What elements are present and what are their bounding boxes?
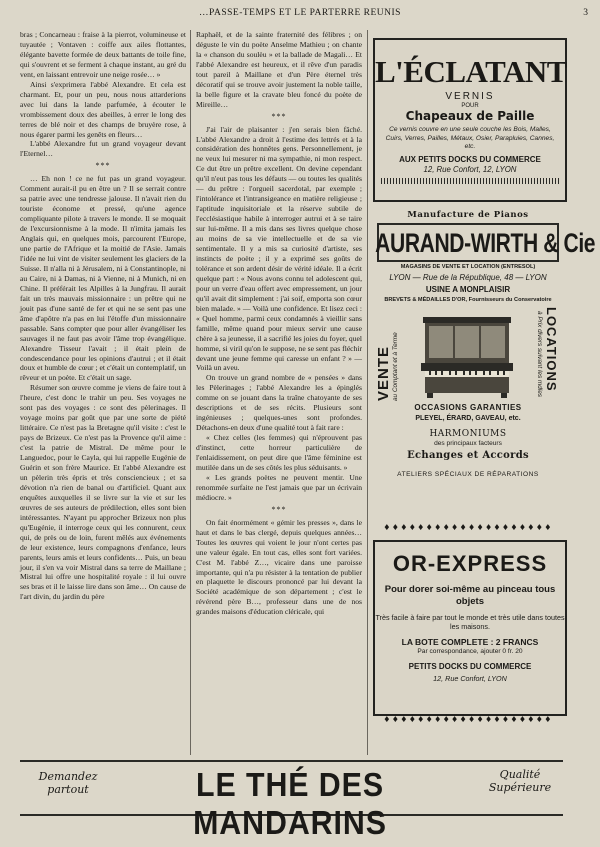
paragraph: bras ; Concarneau : fraise à la pierrot, volumineuse et tuyautée ; Vontaven : coiffe aux ailes flottantes, élégante bavette formée de deux battants de toile fine, qui s'ouvrent et se ferment à chaque instant, au gré du vent, en laissant entrevoir une neige rosée… » [20,30,186,79]
article-column-1 [20,30,186,602]
paragraph: « Les grands poètes ne peuvent mentir. Une renommée surfaite ne l'est jamais que par un écrivain médiocre. » [196,472,362,502]
vente-block [375,309,409,399]
page-number: 3 [583,8,588,18]
section-stars: *** [95,161,111,171]
paragraph: « Chez celles (les femmes) qui n'éprouvent pas d'instinct, cette horreur particulière de l'enlaidissement, on peut dire que l'âme féminine est mutilée dans un de ses côtés les plus séduisants. » [196,433,362,472]
ad-description: Ce vernis couvre en une seule couche les Bois, Malles, Cuirs, Verres, Pailles, Métaux, Osier, Parapluies, Cannes, etc. [385,126,555,150]
article-column-2 [196,30,362,617]
column-divider [367,30,368,755]
ad-brand-box [375,223,596,262]
ad-product: Chapeaux de Paille [405,109,535,123]
ad-occasions: OCCASIONS GARANTIES [414,403,522,412]
paragraph: … Eh non ! ce ne fut pas un grand voyageur. Comment aurait-il pu en être un ? Il se serrait contre sa patrie avec une tendresse jalouse. Il n'avait rien du touriste économe et pressé, qu'une agence compliquante pilote à travers le monde. Il se moquait de l'excursionnisme à la mode. Il n'imita jamais les Anglais qui, en quelques mois, parcourent l'Europe, une partie de l'Afrique et la moitié de l'Asie. Jamais l'idée ne lui vint de visiter seulement les glaciers de la Suisse. Il n'alla ni à Jérusalem, ni à Constantinople, ni au Caire, ni à Damas, ni à Vienne, ni à Munich, ni en Chine. Il préférait les Alpilles à la Jungfrau. Il aurait fait un très mauvais missionnaire : un prêtre qui ne jouit pas d'une santé de fer et qui ne se sent pas une âme d'apôtre n'a pas en lui l'étoffe d'un missionnaire passable. Sans compter que pour aller évangéliser les sauvages il ne faut pas avoir l'âme trop évangélique. Alexandre Tisseur l'avait ; il était plein de condescendance pour les opinions d'autrui ; et il était doux et humble de cœur ; et c'était un contemplatif, un rêveur et un poète. Et c'était un sage. [20,174,186,383]
ad-store: AUX PETITS DOCKS DU COMMERCE [399,154,541,164]
ad-ornament-stripe [381,178,559,184]
footer-ad [20,760,563,841]
ad-postage: Par correspondance, ajouter 0 fr. 20 [417,648,523,655]
ad-brand: L'ÉCLATANT [375,54,567,89]
ad-title: OR-EXPRESS [392,551,548,576]
column-divider [190,30,191,755]
section-stars: *** [271,504,287,514]
ornament-row: ♦♦♦♦♦♦♦♦♦♦♦♦♦♦♦♦♦♦♦♦ [383,715,553,724]
paragraph: Ainsi s'exprimera l'abbé Alexandre. Et cela est charmant. Et, pour un peu, nous nous attarderions avec lui dans la lande parfumée, à écouter le vrombissement doux des abeilles, à errer le long des terres de blé noir et des champs de bruyère rose, à nous égarer parmi les genêts en fleurs… [20,79,186,139]
locations-block [525,309,561,399]
ad-ateliers: ATELIERS SPÉCIAUX DE RÉPARATIONS [397,471,539,478]
footer-main: LE THÉ DES MANDARINS [193,766,387,841]
paragraph: L'abbé Alexandre fut un grand voyageur devant l'Eternel… [20,139,186,159]
ad-pour: POUR [461,103,479,109]
ad-usine: USINE A MONPLAISIR [425,285,511,294]
locations-label: LOCATIONS [544,307,559,392]
paragraph: On trouve un grand nombre de « pensées » dans les Pèlerinages ; l'abbé Alexandre les a épinglés comme on se jouant dans la traîne chatoyante de ses descriptions et de ses récits. Plusieurs sont ingénieuses ; quelques-unes sont profondes. Détachons-en deux d'une qualité tout à fait rare : [196,373,362,433]
paragraph: J'ai l'air de plaisanter : j'en serais bien fâché. L'abbé Alexandre a droit à l'estime des lettrés et à la considération des honnêtes gens. Personnellement, je ne veux lui mesurer ni ma sympathie, ni mon respect. Ce dut être un prêtre excellent. On devine cependant qu'il n'eut pas tous les défauts — ou toutes les qualités — du prêtre : l'orgueil sacerdotal, par exemple ; l'intolérance et l'intransigeance en matière religieuse ; l'aptitude inquisitoriale et la réserve subtile de l'ecclésiastique habile à interroger autrui et à se taire sur lui-même. Il a mis dans ses livres quelque chose au moins de sa vie intellectuelle et de sa vie sentimentale. Il y a mis sa curiosité d'artiste, ses instincts de poète ; il y a exprimé ses goûts de tolérance et son ardent désir de vérité idéale. Il a écrit quelque part : « Nous avons connu tel adolescent qui, pour un verre d'eau offert avec empressement, un jour qu'il avait dit simplement : j'ai soif, emporta son cœur bien malade. » — Voilà une confidence. Et lisez ceci : « Quel homme, parmi ceux condamnés à vieillir sans famille, même quand pour mieux servir une cause chère à sa jeunesse, il a sacrifié les joies du foyer, quel homme, si viril qu'on le suppose, ne se sent pas fléchir devant une jeune femme qui caresse un enfant ? » — Voilà un aveu. [196,124,362,373]
paragraph: On fait énormément « gémir les presses », dans le haut et dans le bas clergé, depuis quelques années… Toutes les œuvres qui voient le jour n'ont certes pas une valeur égale. En tout cas, elles sont fort variées. C'est M. l'abbé Z…, vicaire dans une paroisse importante, qui n'a pu résister à la tentation de publier en plaquette le discours prononcé par lui devant la Société académique de son département ; c'est le révérend père B…, professeur dans une de nos grandes maisons d'éducation cléricale, qui [196,517,362,617]
vente-sub: au Comptant et à Terme [392,332,399,401]
ad-address: 12, Rue Confort, LYON [433,674,507,683]
locations-sub: à Prix divers suivant les mdles [536,311,543,397]
piano-illustration [417,311,517,399]
ad-eclatant [373,38,567,202]
ornament-row: ♦♦♦♦♦♦♦♦♦♦♦♦♦♦♦♦♦♦♦♦ [383,523,553,532]
ad-principaux: des principaux facteurs [434,440,502,447]
ad-or-express [373,540,567,716]
ad-address: 12, Rue Confort, 12, LYON [423,164,517,174]
ad-store: PETITS DOCKS DU COMMERCE [408,662,532,671]
footer-left: Demandez partout [38,770,98,796]
ad-harmoniums: HARMONIUMS [429,429,507,439]
ad-city: LYON — Rue de la République, 48 — LYON [389,273,547,282]
ad-subtitle: VERNIS [445,91,495,102]
ad-line2: Très facile à faire par tout le monde et très utile dans toutes les maisons. [375,613,565,631]
ad-line1: Pour dorer soi-même au pinceau tous objets [384,584,556,607]
section-stars: *** [271,111,287,121]
paragraph: Raphaël, et de la sainte fraternité des félibres ; on déguste le vin du poète Anselme Mathieu ; on chante la « chanson du soulèu » et la ballade de Magali… Et l'abbé Alexandre est heureux, et il rêve d'un paradis tout pareil à Maillane et d'un Père éternel très décoratif qui se trouve avoir justement la noble taille, la belle figure et la cravate bleu foncé du poète de Mireille… [196,30,362,109]
ad-middle-row [373,309,563,399]
running-head: …PASSE-TEMPS ET LE PARTERRE REUNIS [199,8,401,18]
ad-makers: PLEYEL, ÉRARD, GAVEAU, etc. [415,415,521,422]
ad-manufacture: Manufacture de Pianos [407,210,529,220]
ad-aurand-wirth [373,206,596,522]
ad-echanges: Echanges et Accords [407,450,529,461]
vente-label: VENTE [375,345,392,401]
ad-price: LA BOTE COMPLETE : 2 FRANCS [401,637,539,647]
paragraph: Résumer son œuvre comme je viens de faire tout à l'heure, c'est donc le trahir un peu. Ses voyages ne sont pas des voyages : ce sont des pèlerinages. Il voyage moins par goût que par une sorte de piété littéraire. Ce n'est pas la Bretagne qu'il visite : c'est le pays de Brizeux. Ce n'est pas la Provence qu'il aime : c'est la patrie de Mistral. De même pour le Languedoc, pour le Cayla, qui lui rappelle Eugénie de Guérin et son frère Maurice. Et l'abbé Alexandre est un pèlerin très épris et très consciencieux ; et sa dévotion n'a rien de banal ou d'artificiel. Quant aux enquêtes auxquelles il se livre sur la vie et sur les œuvres de ses auteurs de prédilection, elles sont bien intéressantes. N'ayant pu approcher Brizeux non plus qu'Eugénie, il interroge ceux qui les connurent, ceux qui, de près ou de loin, furent mêlés aux événements de leur existence, leurs compagnons d'enfance, leurs parents, leurs amis et leurs confidents… Puis, un beau jour, il s'en va voir Mistral dans sa terre de Maillane ; Mistral lui offre une hospitalité royale : il lui ouvre ses bras et il le laisse lire dans son âme… On cause de l'art divin, du jardin du père [20,383,186,602]
ad-brand: AURAND-WIRTH & Cie [375,228,596,258]
ad-brevets: BREVETS & MÉDAILLES D'OR, Fournisseurs du Conservatoire [384,297,552,303]
footer-right: Qualité Supérieure [488,768,552,794]
ad-sales: MAGASINS DE VENTE ET LOCATION (ENTRESOL) [400,264,536,270]
